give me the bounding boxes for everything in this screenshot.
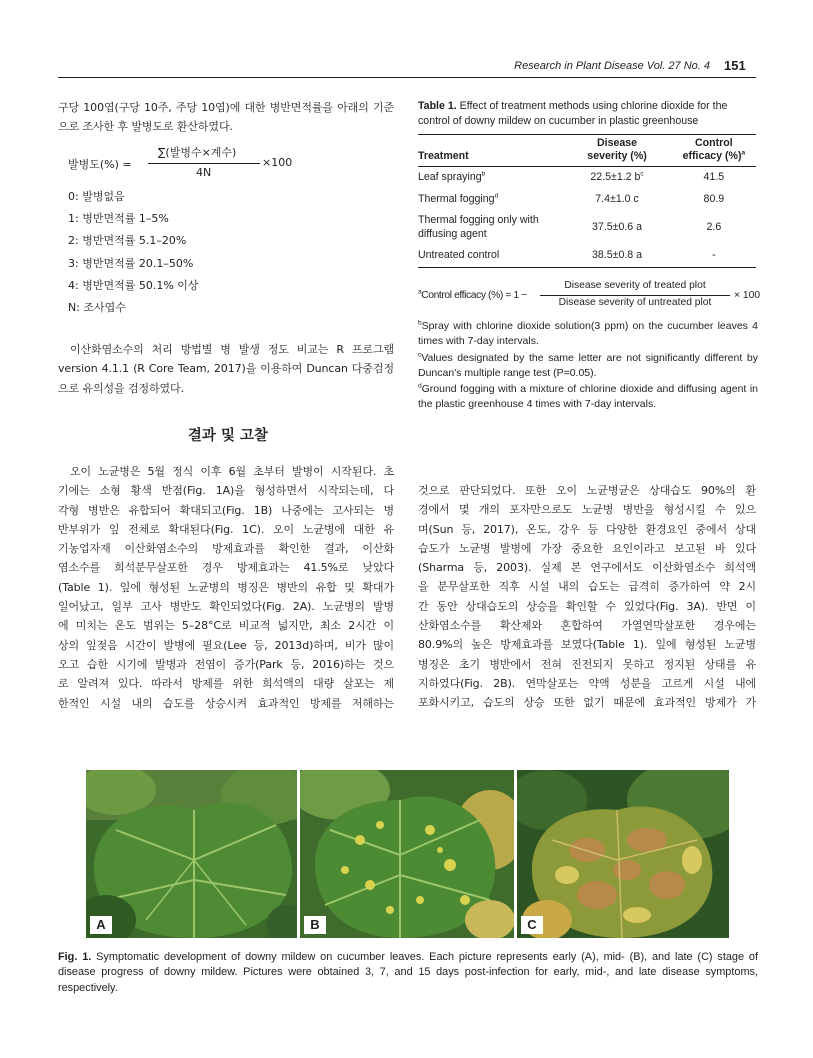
- figure-label: Fig. 1.: [58, 951, 92, 963]
- cell-treatment: Thermal fogging$^d$: [418, 191, 499, 205]
- statistics-text: 이산화염소수의 처리 방법별 병 발생 정도 비교는 R 프로그램 version 4.1.1 (R Core Team, 2017)을 이용하여 Duncan 다중검정으로 유의성을 검정하였다.: [58, 343, 394, 395]
- table-caption: [418, 99, 758, 129]
- efficacy-formula-denominator: Disease severity of untreated plot: [558, 297, 712, 308]
- table-footnotes: [418, 319, 758, 414]
- left-body-column: [58, 462, 394, 713]
- cell-severity: 22.5±1.2 $b^c$: [590, 170, 644, 183]
- body-line: 습도가 노균병 발병에 가장 중요한 요인이라고 보고된 바 있다: [418, 541, 756, 555]
- efficacy-formula-rhs: × 100: [734, 290, 761, 301]
- scale-item: 4: 병반면적률 50.1% 이상: [68, 278, 199, 292]
- body-line: 것으로 판단되었다. 또한 오이 노균병균은 상대습도 90%의 환: [418, 484, 756, 497]
- footnote: $^b$Spray with chlorine dioxide solution(3 ppm) on the cucumber leaves 4 times with 7-day intervals.: [418, 319, 758, 348]
- formula-fraction-bar: [148, 163, 260, 164]
- cell-treatment: Leaf spraying$^b$: [418, 170, 486, 183]
- section-heading: 결과 및 고찰: [187, 428, 269, 444]
- column-header-treatment: Treatment: [418, 135, 562, 167]
- panel-label-b: B: [304, 916, 326, 934]
- figure-1: [86, 770, 729, 938]
- body-line: 포화시키고, 습도의 상승 또한 없기 때문에 효과적인 방제가 가: [418, 696, 756, 710]
- formula-numerator: ∑(발병수×계수): [158, 146, 237, 159]
- cell-treatment: Thermal fogging only with diffusing agent: [418, 214, 539, 240]
- body-line: 염소수를 희석분무살포한 경우 방제효과는 41.5%로 낮았다: [58, 561, 394, 575]
- body-line: 을 분무살포한 직후 시설 내의 습도는 급격히 증가하여 약 2시: [418, 580, 756, 594]
- column-header-severity: Disease severity (%): [562, 135, 671, 167]
- efficacy-formula-numerator: Disease severity of treated plot: [564, 280, 706, 291]
- footnote: $^c$Values designated by the same letter are not significantly different by Duncan's multiple range test (P=0.05).: [418, 351, 758, 379]
- figure-panel-a: [86, 770, 297, 938]
- body-line: (Sharma 등, 2003). 실제 본 연구에서도 이산화염소수 희석액: [418, 561, 756, 575]
- body-line: 에 미치는 온도 범위는 5–28°C로 비교적 넓지만, 최소 2시간 이: [58, 619, 394, 633]
- results-table: [418, 134, 756, 268]
- table-row: [418, 245, 756, 267]
- table-row: [418, 189, 756, 211]
- header-rule: [58, 77, 756, 78]
- cucumber-leaf-mid-image: [300, 770, 514, 938]
- cell-efficacy: -: [672, 245, 756, 267]
- body-line: 병징은 초기 병반에서 전혀 진전되지 못하고 정지된 상태를 유: [418, 657, 756, 671]
- control-efficacy-formula: [418, 280, 761, 316]
- formula-denominator: 4N: [196, 166, 212, 179]
- body-line: 기농업자재 이산화염소수의 방제효과를 확인한 결과, 이산화: [58, 542, 394, 556]
- intro-paragraph: [58, 98, 394, 137]
- body-line: 기에는 소형 황색 반점(Fig. 1A)을 형성하면서 시작되는데, 다: [58, 484, 394, 498]
- scale-item: 1: 병반면적률 1–5%: [68, 212, 169, 226]
- body-line: 지하였다(Fig. 2B). 연막살포는 약액 성분을 고르게 시설 내에: [418, 676, 756, 690]
- efficacy-formula-bar: [540, 295, 730, 296]
- intro-text: 구당 100엽(구당 10주, 주당 10엽)에 대한 병반면적률을 아래의 기준으로 조사한 후 발병도로 환산하였다.: [58, 101, 394, 134]
- body-line: (Table 1). 잎에 형성된 노균병의 병징은 병반의 유합 및 확대가: [58, 580, 394, 594]
- body-line: 상의 잎젖음 시간이 발병에 필요(Lee 등, 2013d)하며, 비가 많이: [58, 638, 394, 652]
- cucumber-leaf-late-image: [517, 770, 729, 938]
- table-label: Table 1.: [418, 100, 457, 112]
- body-line: 각형 병반은 유합되어 확대되고(Fig. 1B) 나중에는 고사되는 병: [58, 503, 394, 517]
- formula-rhs: ×100: [262, 156, 293, 169]
- panel-label-a: A: [90, 916, 112, 934]
- body-line: 80.9%의 높은 방제효과를 보였다(Table 1). 잎에 형성된 노균병: [418, 638, 756, 652]
- column-header-efficacy: Control efficacy (%)$^a$: [672, 135, 756, 167]
- statistics-paragraph: [58, 340, 394, 398]
- scale-item: N: 조사엽수: [68, 301, 126, 315]
- cell-efficacy: 2.6: [706, 220, 722, 233]
- body-line: 산화염소수를 확산제와 혼합하여 가열연막살포한 경우에는: [418, 619, 756, 633]
- body-line: 오이 노균병은 5월 정식 이후 6월 초부터 발병이 시작된다. 초: [70, 465, 394, 478]
- body-line: 며(Sun 등, 2017), 온도, 강우 등 다양한 환경요인 중에서 상대: [418, 522, 756, 536]
- body-line: 반부위가 잎 전체로 확대된다(Fig. 1C). 오이 노균병에 대한 유: [58, 522, 394, 536]
- body-line: 경에서 몇 개의 포자만으로도 노균병 병반을 형성시킬 수 있으: [418, 503, 756, 517]
- body-line: 오고 습한 시기에 발병과 전염이 증가(Park 등, 2016)하는 것으: [58, 657, 394, 671]
- cell-severity: 7.4±1.0 c: [595, 192, 639, 205]
- severity-scale-list: [68, 186, 199, 319]
- figure-panel-c: [517, 770, 729, 938]
- cell-severity: 37.5±0.6 a: [592, 220, 643, 233]
- body-line: 일어났고, 일부 고사 병반도 확인되었다(Fig. 2A). 노균병의 발병: [58, 600, 394, 614]
- body-line: 로 알려져 있다. 따라서 방제를 위한 희석액의 대량 살포는 제: [58, 677, 394, 691]
- cell-efficacy: 80.9: [703, 192, 725, 205]
- page-number: 151: [724, 58, 746, 73]
- panel-label-c: C: [521, 916, 543, 934]
- body-line: 간 동안 상대습도의 상승을 확인할 수 있었다(Fig. 3A). 반면 이: [418, 599, 756, 613]
- table-caption-text: Effect of treatment methods using chlorine dioxide for the control of downy mildew on cucumber in plastic greenhouse: [418, 100, 728, 128]
- body-line: 한적인 시설 내의 습도를 상승시켜 효과적인 방제를 저해하는: [58, 696, 394, 710]
- scale-item: 3: 병반면적률 20.1–50%: [68, 256, 194, 270]
- scale-item: 0: 발병없음: [68, 190, 125, 203]
- running-header-journal: Research in Plant Disease Vol. 27 No. 4: [514, 60, 710, 72]
- figure-caption-text: Symptomatic development of downy mildew on cucumber leaves. Each picture represents early (A), mid- (B), and late (C) stage of disease progress of downy mildew. Pictures were obtained 3, 7, and 15 days post-infection for early, mid-, and late disease symptoms, respectively.: [58, 951, 758, 994]
- efficacy-formula-lhs: $^a$Control efficacy (%) = 1 −: [418, 288, 527, 301]
- right-body-column: [418, 481, 756, 713]
- cell-severity: 38.5±0.8 a: [562, 245, 671, 267]
- figure-panel-b: [300, 770, 514, 938]
- table-row: [418, 167, 756, 189]
- scale-item: 2: 병반면적률 5.1–20%: [68, 234, 187, 248]
- cucumber-leaf-early-image: [86, 770, 297, 938]
- figure-caption: [58, 950, 758, 996]
- formula-lhs: 발병도(%) =: [68, 158, 132, 171]
- cell-efficacy: 41.5: [703, 171, 725, 183]
- cell-treatment: Untreated control: [418, 245, 562, 267]
- table-row: [418, 210, 756, 245]
- footnote: $^d$Ground fogging with a mixture of chlorine dioxide and diffusing agent in the plastic greenhouse 4 times with 7-day intervals.: [418, 382, 758, 411]
